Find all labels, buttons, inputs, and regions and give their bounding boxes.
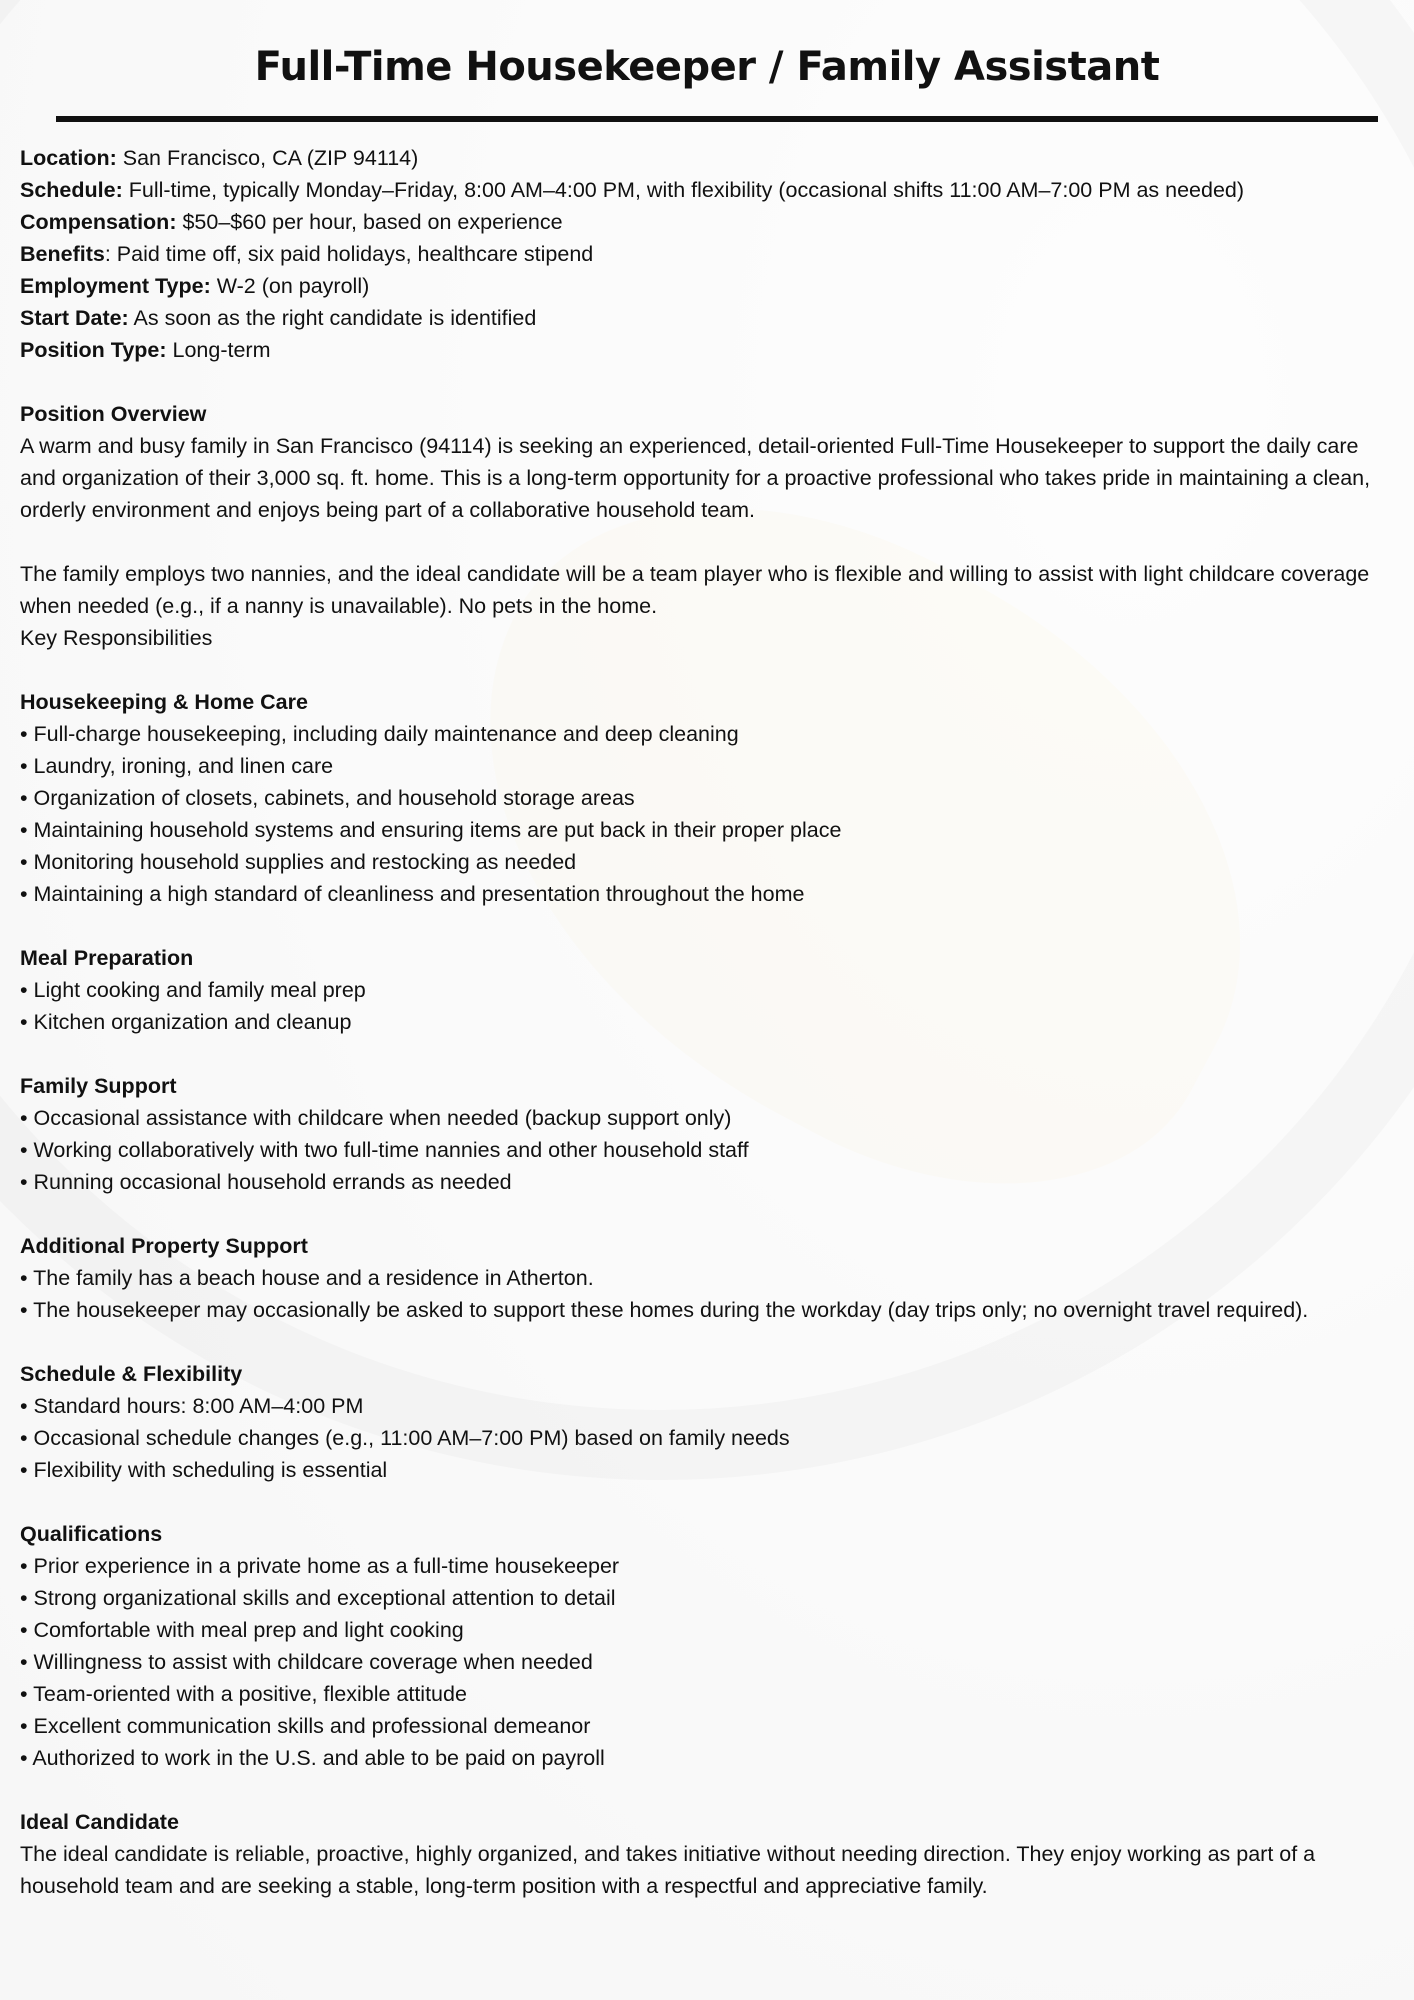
detail-benefits: Benefits: Paid time off, six paid holidays, healthcare stipend [20, 242, 594, 266]
detail-schedule: Schedule: Full-time, typically Monday–Friday, 8:00 AM–4:00 PM, with flexibility (occasional shifts 11:00 AM–7:00 PM as needed) [20, 178, 1245, 202]
list-item: • Willingness to assist with childcare coverage when needed [20, 1650, 593, 1674]
list-item: • Organization of closets, cabinets, and household storage areas [20, 786, 635, 810]
list-item: • Excellent communication skills and professional demeanor [20, 1714, 591, 1738]
list-item: • Monitoring household supplies and restocking as needed [20, 850, 577, 874]
schedule-list [20, 1390, 1394, 1486]
detail-position-type: Position Type: Long-term [20, 338, 271, 362]
page-title: Full-Time Housekeeper / Family Assistant [254, 44, 1160, 90]
details-list [20, 142, 1394, 366]
team-paragraph: The family employs two nannies, and the ideal candidate will be a team player who is flexible and willing to assist with light childcare coverage when needed (e.g., if a nanny is unavailable). No pets in the home. [20, 562, 1370, 618]
list-item: • Kitchen organization and cleanup [20, 1010, 352, 1034]
housekeeping-heading: Housekeeping & Home Care [20, 690, 308, 714]
document-content [20, 142, 1394, 1902]
list-item: • Flexibility with scheduling is essential [20, 1458, 388, 1482]
ideal-candidate-paragraph: The ideal candidate is reliable, proactive, highly organized, and takes initiative without needing direction. They enjoy working as part of a household team and are seeking a stable, long-term position with a respectful and appreciative family. [20, 1842, 1316, 1898]
list-item: • Working collaboratively with two full-time nannies and other household staff [20, 1138, 749, 1162]
list-item: • Standard hours: 8:00 AM–4:00 PM [20, 1394, 364, 1418]
list-item: • Laundry, ironing, and linen care [20, 754, 334, 778]
detail-start-date: Start Date: As soon as the right candidate is identified [20, 306, 537, 330]
qualifications-heading: Qualifications [20, 1522, 163, 1546]
list-item: • Occasional schedule changes (e.g., 11:00 AM–7:00 PM) based on family needs [20, 1426, 790, 1450]
housekeeping-list [20, 718, 1394, 910]
meal-list [20, 974, 1394, 1038]
list-item: • Occasional assistance with childcare when needed (backup support only) [20, 1106, 732, 1130]
overview-paragraph: A warm and busy family in San Francisco (94114) is seeking an experienced, detail-oriented Full-Time Housekeeper to support the daily care and organization of their 3,000 sq. ft. home. This is a long-term opportunity for a proactive professional who takes pride in maintaining a clean, orderly environment and enjoys being part of a collaborative household team. [20, 434, 1371, 522]
list-item: • The housekeeper may occasionally be asked to support these homes during the workday (day trips only; no overnight travel required). [20, 1298, 1309, 1322]
ideal-candidate-heading: Ideal Candidate [20, 1810, 179, 1834]
property-heading: Additional Property Support [20, 1234, 308, 1258]
list-item: • Authorized to work in the U.S. and able to be paid on payroll [20, 1746, 605, 1770]
family-support-heading: Family Support [20, 1074, 177, 1098]
title-divider [56, 116, 1378, 122]
overview-heading: Position Overview [20, 402, 207, 426]
list-item: • Light cooking and family meal prep [20, 978, 366, 1002]
schedule-heading: Schedule & Flexibility [20, 1362, 243, 1386]
detail-location: Location: San Francisco, CA (ZIP 94114) [20, 146, 419, 170]
list-item: • Team-oriented with a positive, flexible attitude [20, 1682, 467, 1706]
meal-heading: Meal Preparation [20, 946, 194, 970]
detail-employment-type: Employment Type: W-2 (on payroll) [20, 274, 370, 298]
list-item: • Running occasional household errands as needed [20, 1170, 512, 1194]
list-item: • Prior experience in a private home as a full-time housekeeper [20, 1554, 620, 1578]
list-item: • The family has a beach house and a residence in Atherton. [20, 1266, 594, 1290]
qualifications-list [20, 1550, 1394, 1774]
list-item: • Maintaining a high standard of cleanliness and presentation throughout the home [20, 882, 805, 906]
family-support-list [20, 1102, 1394, 1198]
list-item: • Full-charge housekeeping, including daily maintenance and deep cleaning [20, 722, 739, 746]
list-item: • Maintaining household systems and ensuring items are put back in their proper place [20, 818, 842, 842]
list-item: • Comfortable with meal prep and light cooking [20, 1618, 464, 1642]
list-item: • Strong organizational skills and exceptional attention to detail [20, 1586, 616, 1610]
property-list [20, 1262, 1394, 1326]
detail-compensation: Compensation: $50–$60 per hour, based on experience [20, 210, 563, 234]
key-responsibilities-label: Key Responsibilities [20, 626, 213, 650]
